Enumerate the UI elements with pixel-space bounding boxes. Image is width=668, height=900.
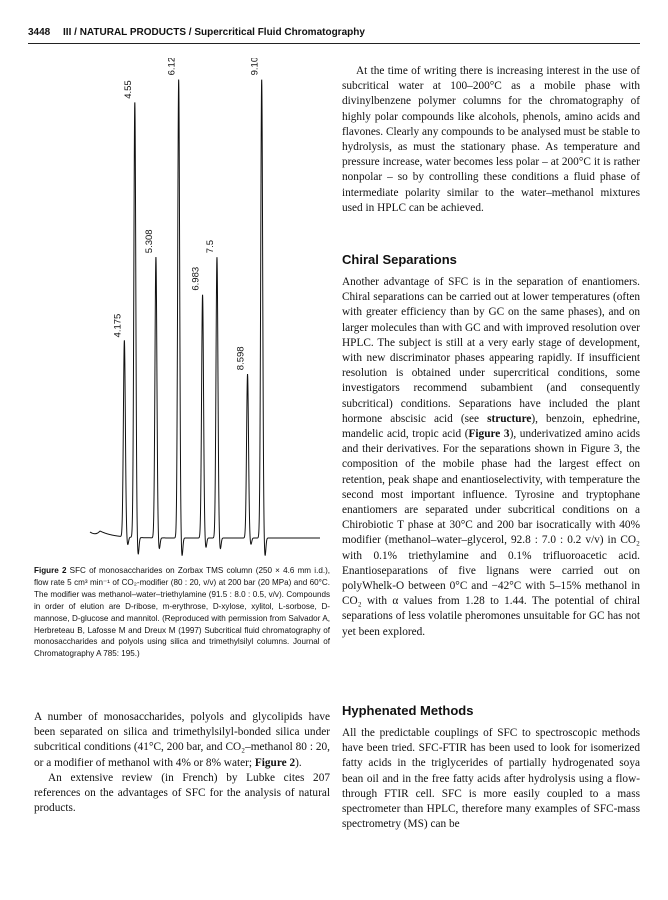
header-rule [28, 43, 640, 44]
structure-link[interactable]: structure [487, 412, 532, 425]
left-paragraph-1 [34, 710, 330, 771]
peak-label-2: 4.55 [122, 80, 134, 99]
left-p1-text: A number of monosaccharides, polyols and glycolipids have been separated on silica and trimethylsilyl-bonded silica under subcritical conditions (41°C, 200 bar, and CO₂–methanol 80 : 20, or a modifier of methanol with 4% or 8% water; [34, 711, 330, 769]
chiral-text-b: ), benzoin, ephedrine, mandelic acid, tropic acid ( [342, 412, 641, 441]
right-paragraph-1: At the time of writing there is increasing interest in the use of subcritical water at 100–200°C as a mobile phase with divinylbenzene polymer columns for the chromatography of highly polar compounds like alcohols, phenols, amino acids and flavones. Clearly any compounds to be analysed must be stable to hydrolysis, as must the stationary phase. As temperature and pressure increase, water becomes less polar – at 200°C it is rather nonpolar – so by controlling these conditions a fluid phase of intermediate polarity similar to the water–methanol mixtures used in HPLC can be achieved. [342, 65, 640, 214]
running-header [28, 27, 640, 38]
right-column-hyphenated [342, 726, 640, 832]
heading-hyphenated-methods: Hyphenated Methods [342, 703, 474, 718]
left-paragraph-2: An extensive review (in French) by Lubke cites 207 references on the advantages of SFC for the analysis of natural products. [34, 771, 330, 815]
right-column-chiral [342, 275, 640, 640]
trace-lead-in [90, 531, 100, 534]
caption-text: SFC of monosaccharides on Zorbax TMS column (250 × 4.6 mm i.d.), flow rate 5 cm³ min⁻¹ of CO₂-modifier (80 : 20, v/v) at 200 bar (20 MPa) and 60°C. The modifier was methanol–water–triethylamine (91.5 : 8.0 : 0.5, v/v). Compounds in order of elution are D-ribose, m-erythrose, D-xylose, xylitol, L-sorbose, D-mannose, D-glucose and mannitol. (Reproduced with permission from Salvador A, Herbreteau B, Lafosse M and Dreux M (1997) Subcritical fluid chromatography of monosaccharides and polyols using silica and trimethylsilyl columns. Journal of Chromatography A 785: 195.) [34, 566, 331, 659]
left-p1-end: ). [295, 756, 302, 769]
hyphenated-paragraph: All the predictable couplings of SFC to spectroscopic methods have been tried. SFC-FTIR has been used to look for isomerized fatty acids in the triglycerides of partially hydrogenated soya bean oil and in the free fatty acids after hydrolysis using a flow-through FTIR cell. SFC is more easily coupled to a mass spectrometer than HPLC, therefore many examples of SFC-mass spectrometry (MS) can be [342, 727, 640, 831]
peak-label-3: 5.308 [143, 229, 155, 254]
peak-label-8: 9.106 [249, 58, 261, 76]
figure-3-ref[interactable]: Figure 3 [468, 428, 510, 441]
chromatogram-figure [30, 58, 330, 558]
chiral-text-c: ), underivatized amino acids and their derivatives. For the separations shown in Figure 3, the composition of the mobile phase had the largest effect on retention, peak shape and enantioselectivity, with temperature the second most important influence. Tyrosine and tryptophane enantiomers are separated under subcritical conditions on a Chirobiotic T phase at 30°C and 200 bar isocratically with 40% modifier (methanol–water–glycerol, 92.8 : 7.0 : 0.2 v/v) in CO₂ with 0.1% triethylamine and 0.1% trifluoroacetic acid. Enantioseparations of five lignans were carried out on polyWhelk-O between 0°C and −42°C with 5–15% methanol in CO₂ with α values from 1.28 to 1.44. The potential of chiral separations of less volatile pheromones unsuitable for GC has not yet been explored. [342, 428, 640, 638]
chromatogram-plot [30, 58, 330, 558]
peak-label-1: 4.175 [112, 313, 124, 338]
heading-chiral-separations: Chiral Separations [342, 252, 457, 267]
figure-caption [34, 565, 330, 660]
section-title: III / NATURAL PRODUCTS / Supercritical Fluid Chromatography [63, 27, 365, 38]
peak-label-5: 6.983 [190, 266, 202, 291]
page-number: 3448 [28, 27, 51, 38]
peak-label-6: 7.5 [204, 239, 216, 254]
peak-label-4: 6.125 [166, 58, 178, 76]
figure-2-ref[interactable]: Figure 2 [254, 756, 296, 769]
left-column-text [34, 710, 330, 816]
peak-label-7: 8.598 [235, 346, 247, 371]
chromatogram-trace [100, 80, 320, 556]
chiral-paragraph [342, 275, 640, 640]
chiral-text-a: Another advantage of SFC is in the separation of enantiomers. Chiral separations can be carried out at lower temperatures (often with greater efficiency than by GC on the same phases), and on larger molecules than with GC and with improved resolution over HPLC. The subject is still at a very early stage of development, with new discriminator phases appearing rapidly. If insufficient resolution is obtained under supercritical conditions, some investigators recommend subambient (and consequently subcritical) conditions. Separations have included the plant hormone abscisic acid (see [342, 276, 640, 425]
caption-label: Figure 2 [34, 566, 67, 575]
right-column-intro [342, 64, 640, 216]
